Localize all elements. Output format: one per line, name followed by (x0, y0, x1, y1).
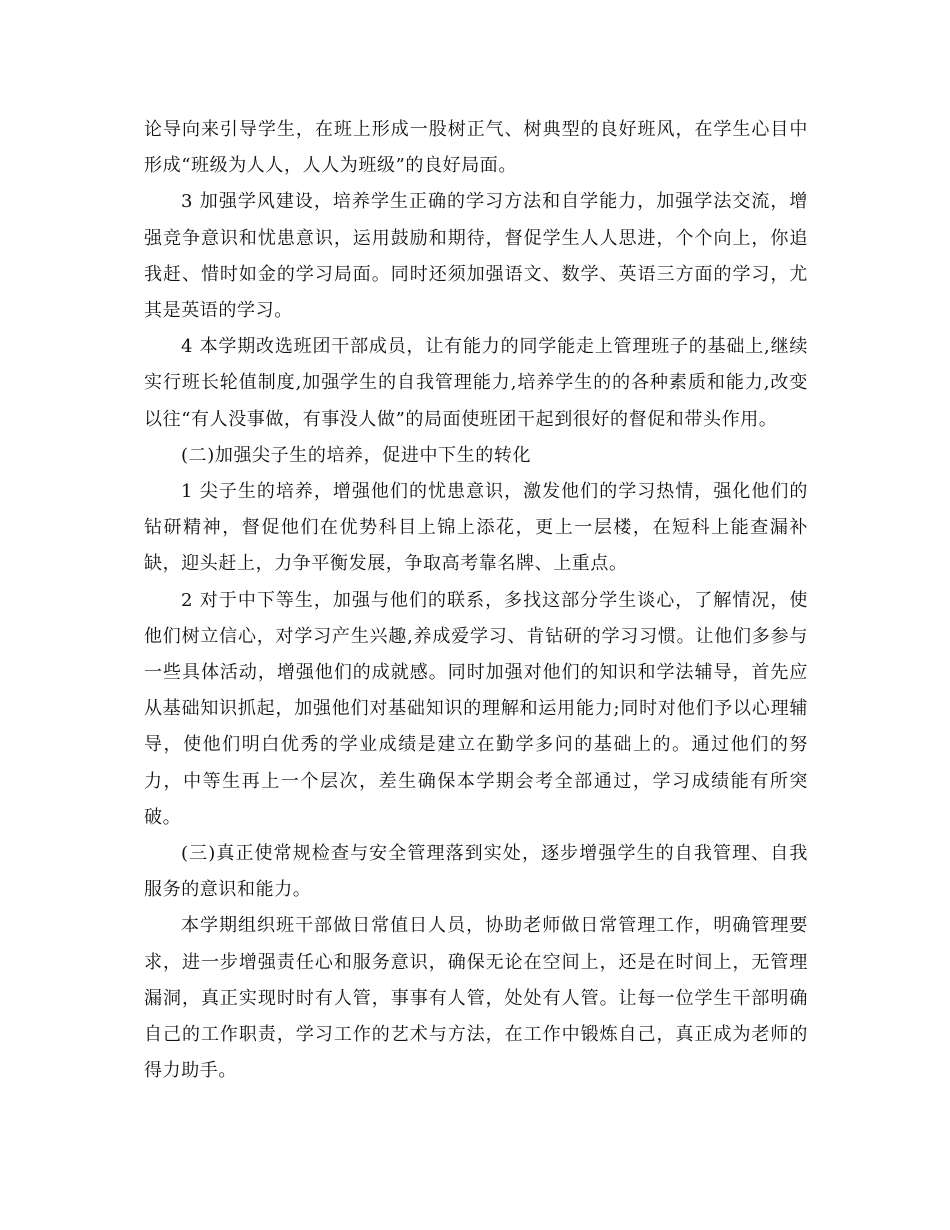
section-heading-two: (二)加强尖子生的培养，促进中下生的转化 (181, 444, 532, 466)
document-body (144, 112, 808, 1089)
paragraph-study-style: 3 加强学风建设，培养学生正确的学习方法和自学能力，加强学法交流，增强竞争意识和忧患意识，运用鼓励和期待，督促学生人人思进，个个向上，你追我赶、惜时如金的学习局面。同时还须加强语文、数学、英语三方面的学习，尤其是英语的学习。 (144, 191, 808, 322)
paragraph-class-cadres: 4 本学期改选班团干部成员，让有能力的同学能走上管理班子的基础上,继续实行班长轮值制度,加强学生的自我管理能力,培养学生的的各种素质和能力,改变以往“有人没事做，有事没人做”的局面使班团干起到很好的督促和带头作用。 (144, 336, 808, 430)
paragraph-continuation: 论导向来引导学生，在班上形成一股树正气、树典型的良好班风，在学生心目中形成“班级为人人，人人为班级”的良好局面。 (144, 119, 808, 177)
section-heading-three: (三)真正使常规检查与安全管理落到实处，逐步增强学生的自我管理、自我服务的意识和能力。 (144, 843, 808, 901)
paragraph-top-students: 1 尖子生的培养，增强他们的忧患意识，激发他们的学习热情，强化他们的钻研精神，督促他们在优势科目上锦上添花，更上一层楼，在短科上能查漏补缺，迎头赶上，力争平衡发展，争取高考靠名牌、上重点。 (144, 481, 808, 575)
paragraph-duty-staff: 本学期组织班干部做日常值日人员，协助老师做日常管理工作，明确管理要求，进一步增强责任心和服务意识，确保无论在空间上，还是在时间上，无管理漏洞，真正实现时时有人管，事事有人管，处处有人管。让每一位学生干部明确自己的工作职责，学习工作的艺术与方法，在工作中锻炼自己，真正成为老师的得力助手。 (144, 915, 808, 1082)
paragraph-lower-students: 2 对于中下等生，加强与他们的联系，多找这部分学生谈心，了解情况，使他们树立信心，对学习产生兴趣,养成爱学习、肯钻研的学习习惯。让他们多参与一些具体活动，增强他们的成就感。同时加强对他们的知识和学法辅导，首先应从基础知识抓起，加强他们对基础知识的理解和运用能力;同时对他们予以心理辅导，使他们明白优秀的学业成绩是建立在勤学多问的基础上的。通过他们的努力，中等生再上一个层次，差生确保本学期会考全部通过，学习成绩能有所突破。 (144, 589, 808, 828)
